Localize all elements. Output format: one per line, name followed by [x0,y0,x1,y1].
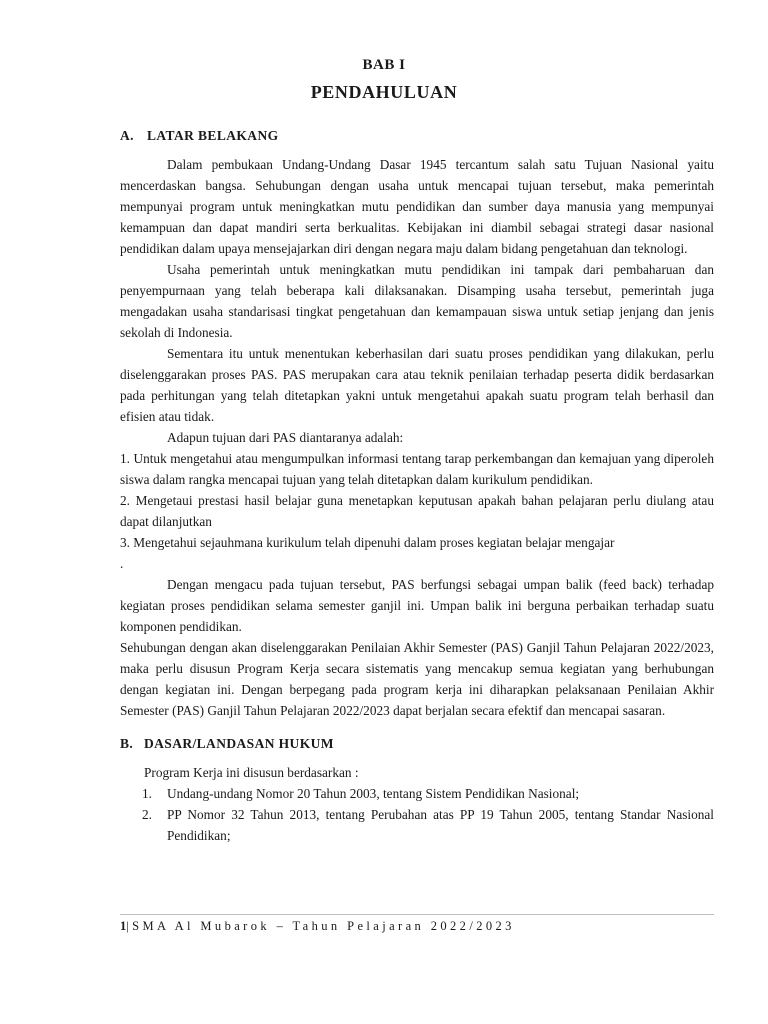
paragraph: Sehubungan dengan akan diselenggarakan Penilaian Akhir Semester (PAS) Ganjil Tahun Pelajaran 2022/2023, maka perlu disusun Program Kerja secara sistematis yang mencakup semua kegiatan yang berhubungan dengan kegiatan ini. Dengan berpegang pada program kerja ini diharapkan pelaksanaan Penilaian Akhir Semester (PAS) Ganjil Tahun Pelajaran 2022/2023 dapat berjalan secara efektif dan mencapai sasaran. [120,640,714,718]
footer-text: SMA Al Mubarok – Tahun Pelajaran 2022/2023 [132,919,515,933]
section-b-letter: B. [120,736,134,751]
chapter-title: PENDAHULUAN [310,82,458,102]
section-b-heading [120,733,714,754]
list-item [142,804,714,846]
section-b-title: DASAR/LANDASAN HUKUM [144,736,334,751]
list-item [142,783,714,804]
goal-item: 1. Untuk mengetahui atau mengumpulkan informasi tentang tarap perkembangan dan kemajuan yang diperoleh siswa dalam rangka mencapai tujuan yang telah ditetapkan dalam kurikulum pendidikan. [120,451,714,487]
list-item-text: Undang-undang Nomor 20 Tahun 2003, tentang Sistem Pendidikan Nasional; [167,786,580,801]
stray-dot: . [120,556,124,571]
list-item-text: PP Nomor 32 Tahun 2013, tentang Perubahan atas PP 19 Tahun 2005, tentang Standar Nasional Pendidikan; [167,807,714,843]
chapter-number: BAB I [362,57,406,73]
list-item-number: 1. [142,786,152,801]
section-a-letter: A. [120,128,134,143]
paragraph: Dalam pembukaan Undang-Undang Dasar 1945 tercantum salah satu Tujuan Nasional yaitu mencerdaskan bangsa. Sehubungan dengan usaha untuk mencapai tujuan tersebut, maka pemerintah mempunyai program untuk meningkatkan mutu pendidikan dan sumber daya manusia yang mempunyai kemampuan dan dapat mandiri serta berkualitas. Kebijakan ini diambil sebagai strategi dasar nasional pendidikan dalam upaya mensejajarkan diri dengan negara maju dalam bidang pengetahuan dan teknologi. [120,157,714,256]
goal-item: 3. Mengetahui sejauhmana kurikulum telah dipenuhi dalam proses kegiatan belajar mengajar [120,535,615,550]
section-a-heading [120,125,714,146]
paragraph: Usaha pemerintah untuk meningkatkan mutu pendidikan ini tampak dari pembaharuan dan penyempurnaan yang telah beberapa kali dilaksanakan. Disamping usaha tersebut, pemerintah juga mengadakan usaha standarisasi tingkat pengetahuan dan kemampauan siswa untuk setiap jenjang dan jenis sekolah di Indonesia. [120,262,714,340]
legal-basis-list [120,783,714,846]
footer-separator: | [126,919,133,933]
page-footer [120,914,714,934]
document-body [120,125,714,846]
paragraph: Dengan mengacu pada tujuan tersebut, PAS berfungsi sebagai umpan balik (feed back) terhadap kegiatan proses pendidikan selama semester ganjil ini. Umpan balik ini berguna perbaikan terhadap suatu komponen pendidikan. [120,577,714,634]
paragraph: Sementara itu untuk menentukan keberhasilan dari suatu proses pendidikan yang dilakukan, perlu diselenggarakan proses PAS. PAS merupakan cara atau teknik penilaian terhadap peserta didik berdasarkan pada perhitungan yang telah ditetapkan yakni untuk mengetahui apakah suatu program telah berhasil dan efisien atau tidak. [120,346,714,424]
paragraph: Adapun tujuan dari PAS diantaranya adalah: [167,430,404,445]
section-b-intro: Program Kerja ini disusun berdasarkan : [144,765,359,780]
section-a-title: LATAR BELAKANG [147,128,279,143]
list-item-number: 2. [142,807,152,822]
goal-item: 2. Mengetaui prestasi hasil belajar guna menetapkan keputusan apakah bahan pelajaran perlu diulang atau dapat dilanjutkan [120,493,714,529]
page-number: 1 [120,919,127,933]
